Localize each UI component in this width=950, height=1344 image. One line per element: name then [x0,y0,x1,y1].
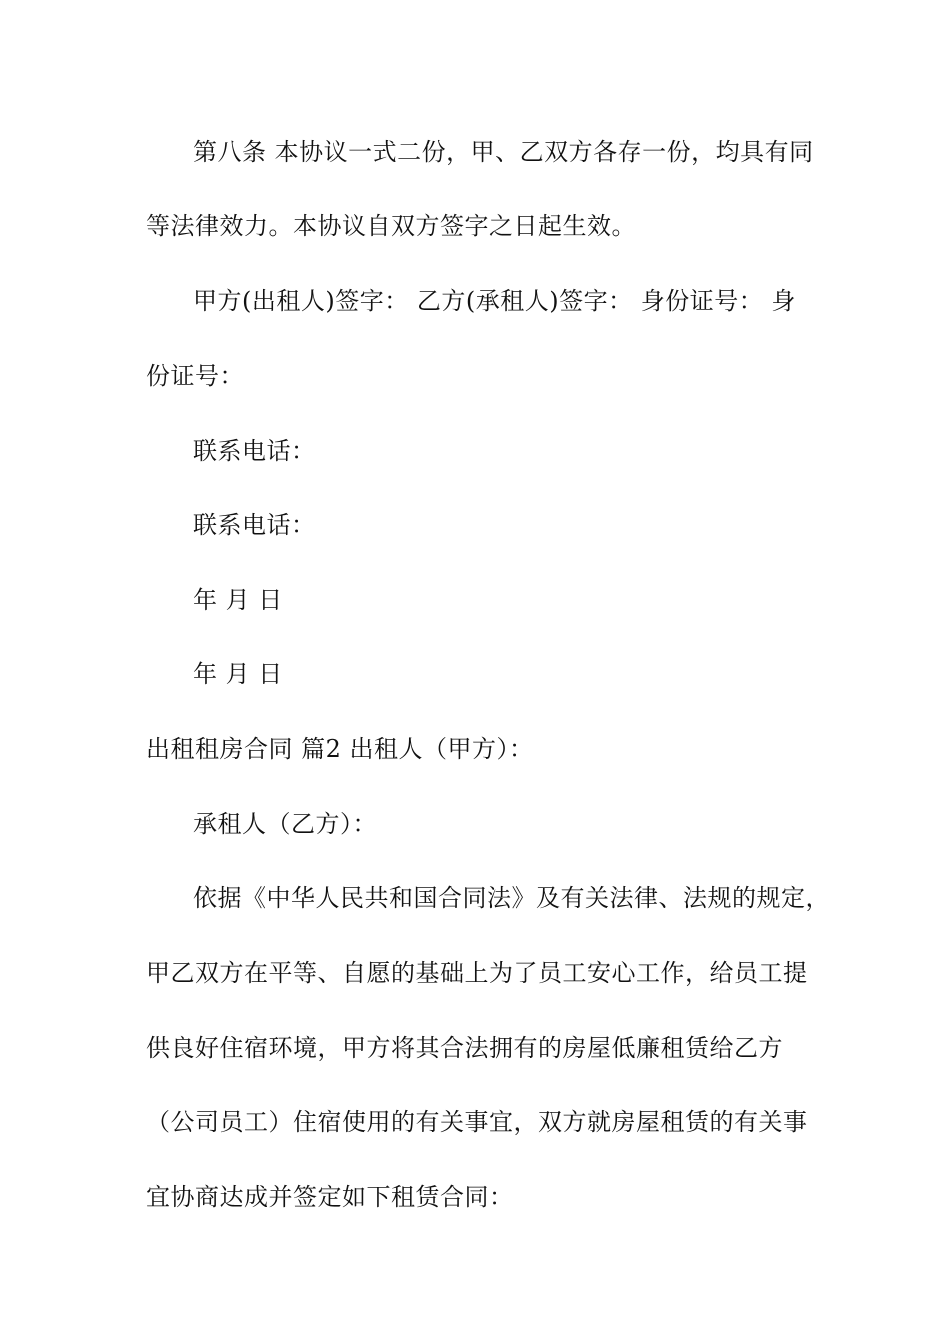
date-line-a: 年 月 日 [193,586,283,614]
date-line-b: 年 月 日 [193,660,283,688]
phone-line-a: 联系电话： [193,437,316,465]
phone-line-b: 联系电话： [193,511,316,539]
article-8-line-2: 等法律效力。本协议自双方签字之日起生效。 [146,212,636,240]
lessee-line: 承租人（乙方）： [193,810,377,838]
preamble-line-3: 供良好住宿环境，甲方将其合法拥有的房屋低廉租赁给乙方 [146,1034,783,1062]
signature-line-2: 份证号： [146,362,244,390]
preamble-line-2: 甲乙双方在平等、自愿的基础上为了员工安心工作，给员工提 [146,959,808,987]
contract-2-heading: 出租租房合同 篇2 出租人（甲方）： [146,735,534,763]
preamble-line-4: （公司员工）住宿使用的有关事宜，双方就房屋租赁的有关事 [146,1108,808,1136]
preamble-line-5: 宜协商达成并签定如下租赁合同： [146,1183,514,1211]
preamble-line-1: 依据《中华人民共和国合同法》及有关法律、法规的规定， [193,884,830,912]
signature-line-1: 甲方(出租人)签字： 乙方(承租人)签字： 身份证号： 身 [193,287,796,315]
article-8-line-1: 第八条 本协议一式二份，甲、乙双方各存一份，均具有同 [193,138,814,166]
